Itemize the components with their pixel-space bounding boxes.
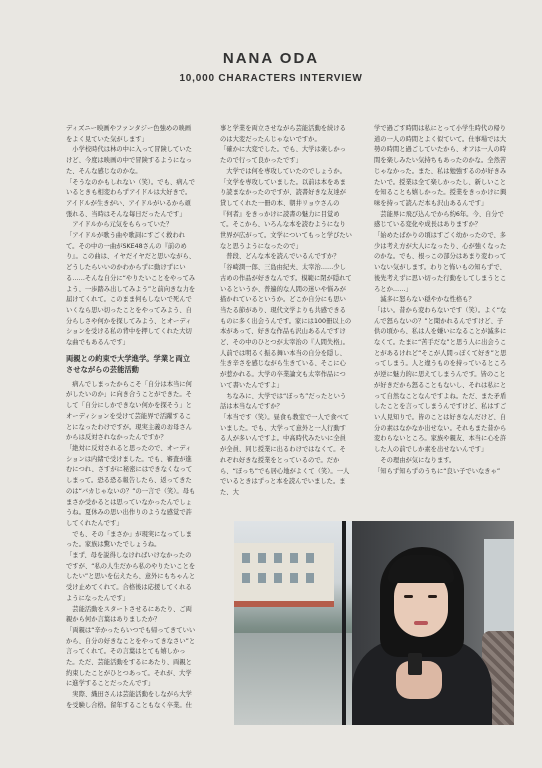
article-paragraph: 滅多に怒らない穏やかな性格も？ — [374, 296, 475, 304]
article-paragraph: ディズニー映画やファンタジー色強めの映画をよく見ていた気がします」 — [66, 125, 192, 143]
article-paragraph: 病んでしまったからこそ「自分は本当に何がしたいのか」に向き合うことができた。そして「自分にしかできない何かを探そう」とオーディションを受けて芸能界で活躍することになったわけですが。現実主義のお母さんからは反対されなかったんですか？ — [66, 380, 192, 442]
bangs — [388, 555, 454, 583]
article-paragraph: 「まず、母を説得しなければいけなかったのですが、“私の人生だから私のやりたいことをしたい”と思いを伝えたら、意外にもちゃんと受け止めてくれて。合格後は応援してくれるようになったんです」 — [66, 552, 196, 602]
article-paragraph: 「始めたばかりの頃はすごく幼かったので、多少は考え方が大人になったり、心が強くなったのかな。でも、根っこの部分はあまり変わっていない気がします。わりと怖いもの知らずで、後先考えずに思い切った行動をしてしまうところとか……」 — [374, 232, 507, 293]
article-paragraph: 「谷崎潤一郎、三島由紀夫、太宰治……少し古めの作品が好きなんです。模範に閉が隠れているというか、普遍的な人間の迷いや悩みが描かれているというか。どこか自分にも思い当たる節があり、現代文学よりも共感できるものに多く出会うんです。家には100冊以上の本があって、好きな作品も沢山あるんですけど、その中のひとつが太宰治の『人間失格』。人前では明るく振る舞い本当の自分を隠し、生き辛さを感じながら生きている、そこに心が惹かれる。大学の卒業論文も太宰作品について書いたんですよ」 — [220, 264, 352, 389]
article-paragraph: でも、その「まさか」が現実になってしまった。家族は驚いたでしょうね。 — [66, 530, 192, 549]
eye-right — [428, 595, 437, 598]
article-column-3 — [374, 124, 508, 499]
article-paragraph: 事と学業を両立させながら芸能活動を続けるのは大変だったんじゃないですか。 — [220, 125, 346, 143]
article-paragraph: 「確かに大変でした。でも、大学は楽しかったので行って良かったです」 — [220, 146, 346, 165]
article-column-1 — [66, 124, 196, 734]
article-paragraph: アイドルから元気をもらっていた？ — [66, 221, 173, 229]
article-paragraph: 「本当です（笑）。昼食も教室で一人で食べていました。でも、大学って意外と一人行動する人が多いんですよ。中高時代みたいに全員が全員、同じ授業に出るわけではなくて。それぞれ好きな授業をとっているので。だから、“ぼっち”でも居心地がよくて（笑）。一人でいるときはずっと本を読んでいました。また、大 — [220, 413, 350, 496]
phone — [408, 653, 422, 675]
article-paragraph: 実際、織田さんは芸能活動をしながら大学を受験し合格。留年することもなく卒業。仕 — [66, 691, 192, 709]
article-paragraph: 普段、どんな本を読んでいるんですか？ — [220, 253, 340, 261]
article-paragraph: 学で過ごす時間は私にとって小学生時代の帰り道の一人の時間とよく似ていて。仕事場では大勢の時間と過ごしていたから、オフは一人の時間を楽しみたい気持ちもあったのかな。全然苦じゃなかった。また、私は勉強するのが好きみたいで。授業は全て楽しかったし、新しいことを知ることも嬉しかった。授業をきっかけに興味を持って読んだ本も沢山あるんです」 — [374, 125, 507, 207]
article-paragraph: 「そうなのかもしれない（笑）。でも、病んでいるときも相変わらずアイドルは大好きで。アイドルが生きがい、アイドルがいるから頑張れる、当時はそんな毎日だったんです」 — [66, 178, 196, 218]
article-paragraph: 「アイドルが歌う曲や歌詞にすごく救われて。その中の一曲がSKE48さんの『前のめり』。この曲は、イヤだイヤだと思いながら、どうしたらいいのかわからずに動けずにいる……そんな自分に“やりたいことをやってみよう、一歩踏み出してみよう”と前向きな力を届けてくれて。このまま何もしないで死んでいくなら思い切ったことをやってみよう、自分らしさや何かを探してみよう、とオーディションを受ける私の背中を押してくれた大切な曲でもあるんです」 — [66, 232, 196, 347]
article-paragraph: 「文学を専攻していました。以前は本をあまり読まなかったのですが、読書好きな友達が貸してくれた一冊の本、朝井リョウさんの『何者』をきっかけに読書の魅力に目覚めて。そこから、いろんな本を読むようになり世界が広がって。文学についてもっと学びたいなと思うようになったので」 — [220, 178, 352, 250]
article-paragraph: ちなみに、大学では“ぼっち”だったという話は本当なんですか？ — [220, 392, 347, 411]
article-column-2 — [220, 124, 352, 499]
building-outside — [234, 543, 334, 607]
article-paragraph: 「絶対に反対されると思ったので、オーディションは内緒で受けました。でも、審査が進むにつれ、さすがに秘密にはできなくなってしまって。恐る恐る報告したら、返ってきたのは“バカじゃないの？”の一言で（笑）。母もまさか受かるとは思っていなかったんでしょうね。夏休みの思い出作りのような感覚で許してくれたんです」 — [66, 444, 196, 527]
article-paragraph: 小学校時代は林の中に入って冒険していたけど、今度は映画の中で冒険するようになった、そんな感じなのかな。 — [66, 146, 192, 175]
eye-left — [404, 595, 413, 598]
article-paragraph: 芸能界に飛び込んでから約6年。今、自分で感じている変化や成長はありますか？ — [374, 210, 504, 229]
article-paragraph: 「両親は“辛かったらいつでも帰ってきていいから、自分の好きなことをやってきなさい”と言ってくれて。その言葉はとても嬉しかった。ただ、芸能活動をするにあたり、両親と約束したことがひとつあって。それが、大学に進学することだったんです」 — [66, 626, 196, 688]
interview-subtitle: 10,000 CHARACTERS INTERVIEW — [179, 73, 363, 84]
article-paragraph: 大学では何を専攻していたのでしょうか。 — [220, 167, 346, 175]
lips — [414, 621, 428, 625]
interview-title: NANA ODA — [222, 50, 320, 67]
article-paragraph: その理由が気になります。 — [374, 456, 456, 464]
article-paragraph: 「知らず知らずのうちに“良い子でいなきゃ” — [374, 467, 501, 475]
article-paragraph: 「はい。昔から変わらないです（笑）。よく“なんで怒らないの？”と聞かれるんですけど、子供の頃から、私は人を嫌いになることが滅多になくて。たまに“苦手だな”と思う人に出会うことがあるけれど“そこが人間っぽくて好き”と思ってしまう。人と違うものを持っているところが逆に魅力的に思えてしまうんです。皆のことが好きだから怒ることもないし、それは私にとって自然なことなんですよね。ただ、また矛盾したことを言ってしまうんですけど、私はすごい人見知りで。皆のことは好きなんだけど、自分の素はなかなか出せない。それもまた昔から変わらないところ。家族や親友、本当に心を許した人の前でしか素を出せないんです」 — [374, 306, 507, 454]
road-outside — [234, 633, 352, 725]
article-paragraph: 芸能活動をスタートさせるにあたり、ご両親から何か言葉はありましたか？ — [66, 605, 192, 624]
window-frame — [342, 521, 346, 725]
portrait-photo — [234, 521, 514, 725]
section-heading: 両親との約束で大学進学。学業と両立させながらの芸能活動 — [66, 353, 191, 374]
